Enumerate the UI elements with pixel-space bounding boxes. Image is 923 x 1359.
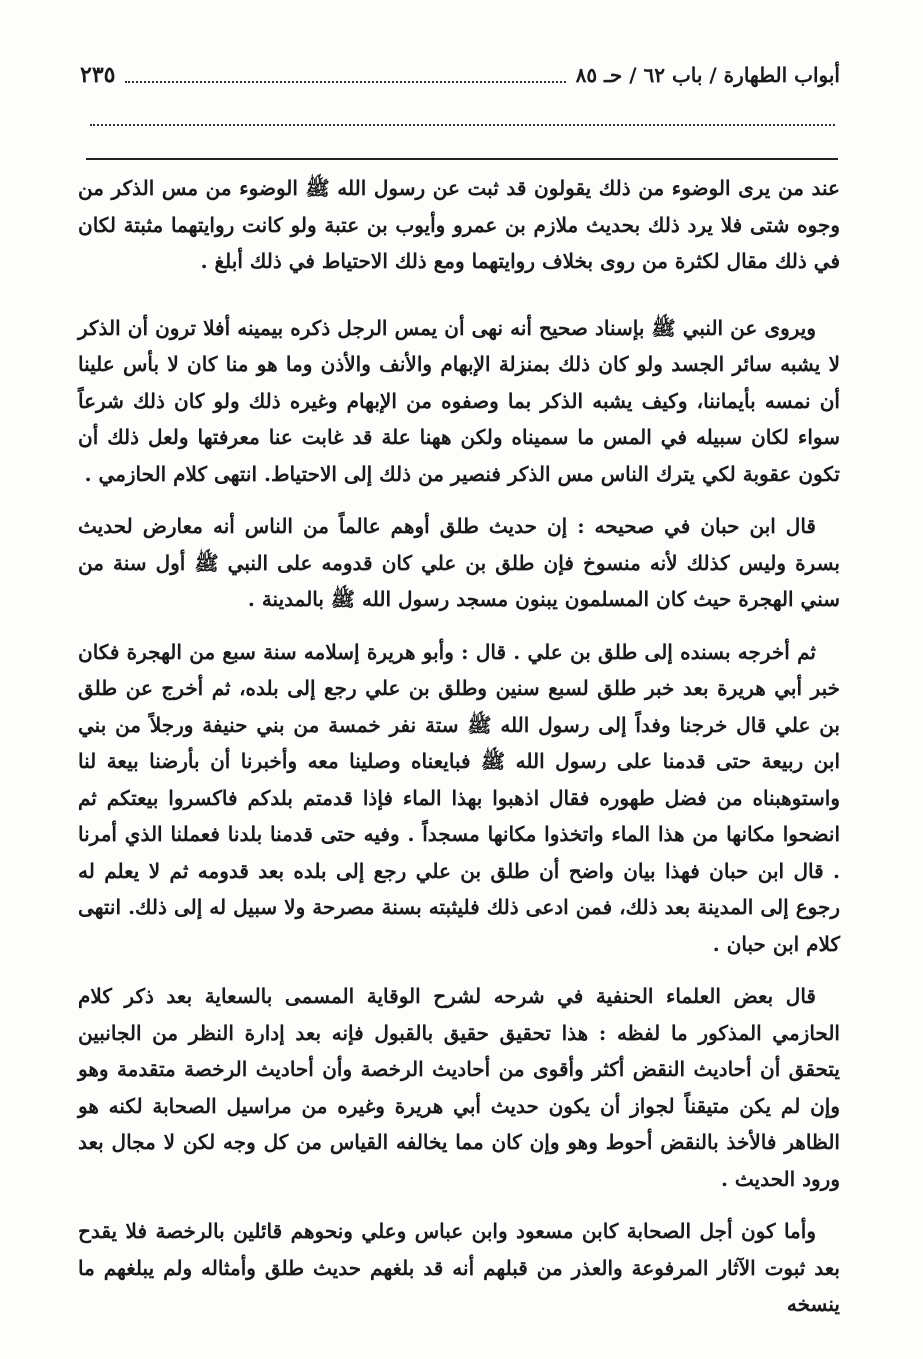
header-rule [86,158,838,160]
paragraph-5: قال بعض العلماء الحنفية في شرحه لشرح الوقاية المسمى بالسعاية بعد ذكر كلام الحازمي المذكور ما لفظه : هذا تحقيق حقيق بالقبول فإنه بعد إدارة النظر من الجانبين يتحقق أن أحاديث النقض أكثر وأقوى من أحاديث الرخصة وأن أحاديث الرخصة متقدمة وهو وإن لم يكن متيقناً لجواز أن يكون حديث أبي هريرة وغيره من مراسيل الصحابة لكنه هو الظاهر فالأخذ بالنقض أحوط وهو وإن كان مما يخالفه القياس من كل وجه لكن لا مجال بعد ورود الحديث . [78,984,840,1191]
paragraph-6: وأما كون أجل الصحابة كابن مسعود وابن عباس وعلي ونحوهم قائلين بالرخصة فلا يقدح بعد ثبوت الآثار المرفوعة والعذر من قبلهم أنه قد بلغهم حديث طلق وأمثاله ولم يبلغهم ما ينسخه [78,1219,840,1316]
paragraph-1: عند من يرى الوضوء من ذلك يقولون قد ثبت عن رسول الله ﷺ الوضوء من مس الذكر من وجوه شتى فلا يرد ذلك بحديث ملازم بن عمرو وأيوب بن عتبة ولو كانت روايتهما مثبتة لكان في ذلك مقال لكثرة من روى بخلاف روايتهما ومع ذلك الاحتياط في ذلك أبلغ . [78,176,840,273]
running-header [80,58,840,92]
page-number: ٢٣٥ [80,62,116,88]
paragraph-3: قال ابن حبان في صحيحه : إن حديث طلق أوهم عالماً من الناس أنه معارض لحديث بسرة وليس كذلك لأنه منسوخ فإن طلق بن علي كان قدومه على النبي ﷺ أول سنة من سني الهجرة حيث كان المسلمون يبنون مسجد رسول الله ﷺ بالمدينة . [78,514,840,611]
header-dot-leader [125,67,565,83]
paragraph-2: ويروى عن النبي ﷺ بإسناد صحيح أنه نهى أن يمس الرجل ذكره بيمينه أفلا ترون أن الذكر لا يشبه سائر الجسد ولو كان ذلك بمنزلة الإبهام والأنف والأذن وما هو منا كان لا بأس علينا أن نمسه بأيماننا، وكيف يشبه الذكر بما وصفوه من الإبهام وغيره ذلك ولو كان ذلك شرعاً سواء لكان سبيله في المس ما سميناه ولكن ههنا علة قد غابت عنا معرفتها ولعل ذلك أن تكون عقوبة لكي يترك الناس مس الذكر فنصير من ذلك إلى الاحتياط. انتهى كلام الحازمي . [78,315,840,486]
body-text [78,170,840,1339]
paragraph-4: ثم أخرجه بسنده إلى طلق بن علي . قال : وأبو هريرة إسلامه سنة سبع من الهجرة فكان خبر أبي هريرة بعد خبر طلق لسبع سنين وطلق بن علي رجع إلى بلده، ثم أخرج عن طلق بن علي قال خرجنا وفداً إلى رسول الله ﷺ ستة نفر خمسة من بني حنيفة ورجلاً من بني ابن ربيعة حتى قدمنا على رسول الله ﷺ فبايعناه وصلينا معه وأخبرنا أن بأرضنا بيعة لنا واستوهبناه من فضل طهوره فقال اذهبوا بهذا الماء فإذا قدمتم بلدكم فاكسروا بيعتكم ثم انضحوا مكانها من هذا الماء واتخذوا مكانها مسجداً . وفيه حتى قدمنا بلدنا فعملنا الذي أمرنا . قال ابن حبان فهذا بيان واضح أن طلق بن علي رجع إلى بلده بعد قدومه ثم لا يعلم له رجوع إلى المدينة بعد ذلك، فمن ادعى ذلك فليثبته بسنة مصرحة ولا سبيل له إلى ذلك. انتهى كلام ابن حبان . [78,639,840,956]
header-title: أبواب الطهارة / باب ٦٢ / حـ ٨٥ [575,63,840,87]
dotted-divider [90,124,835,126]
